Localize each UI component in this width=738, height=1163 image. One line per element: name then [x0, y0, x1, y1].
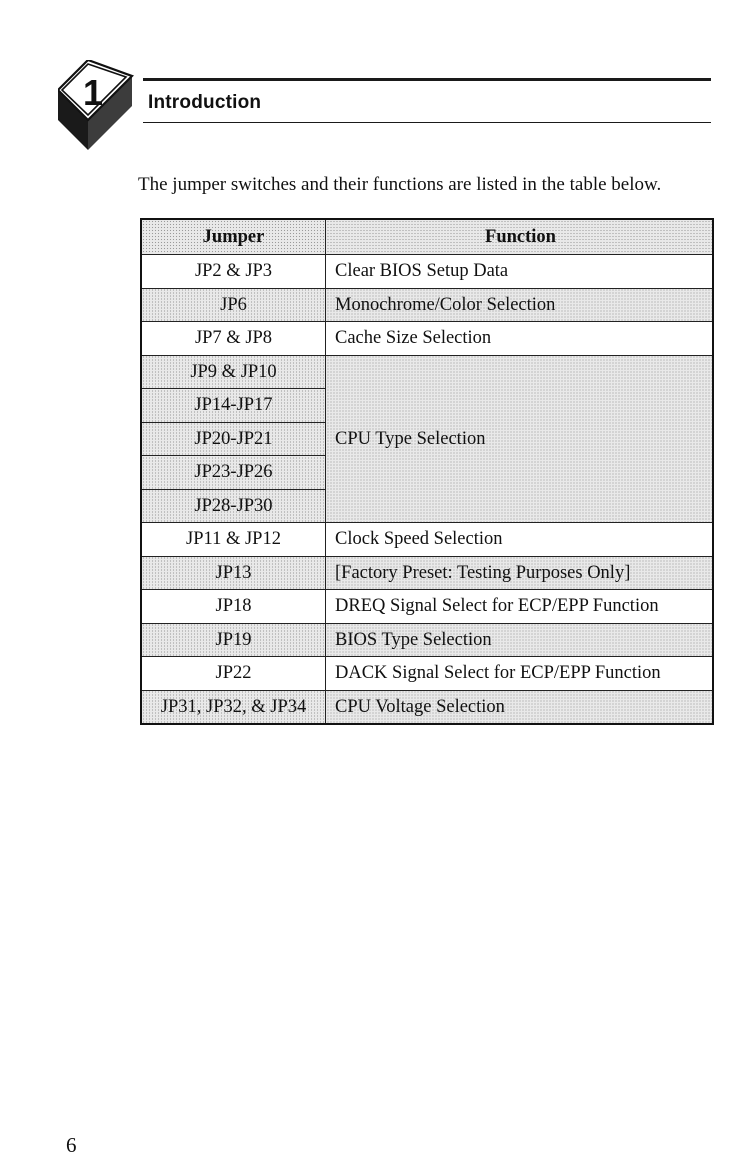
table-row	[141, 690, 713, 724]
jumper-cell: JP9 & JP10	[141, 355, 326, 389]
jumper-cell: JP14-JP17	[141, 389, 326, 423]
jumper-table	[140, 218, 714, 725]
jumper-cell: JP22	[141, 657, 326, 691]
table-row	[141, 657, 713, 691]
header-rule-top	[143, 78, 711, 81]
jumper-cell: JP31, JP32, & JP34	[141, 690, 326, 724]
table-row	[141, 556, 713, 590]
jumper-cell: JP18	[141, 590, 326, 624]
function-cell: Cache Size Selection	[326, 322, 714, 356]
function-cell: Clear BIOS Setup Data	[326, 255, 714, 289]
jumper-cell: JP23-JP26	[141, 456, 326, 490]
jumper-cell: JP6	[141, 288, 326, 322]
chapter-badge-icon	[58, 60, 138, 150]
function-cell: Clock Speed Selection	[326, 523, 714, 557]
function-cell: Monochrome/Color Selection	[326, 288, 714, 322]
intro-paragraph: The jumper switches and their functions are listed in the table below.	[138, 174, 662, 195]
function-cell: DREQ Signal Select for ECP/EPP Function	[326, 590, 714, 624]
jumper-cell: JP19	[141, 623, 326, 657]
function-cell: CPU Voltage Selection	[326, 690, 714, 724]
jumper-cell: JP2 & JP3	[141, 255, 326, 289]
function-cell: BIOS Type Selection	[326, 623, 714, 657]
jumper-cell: JP13	[141, 556, 326, 590]
jumper-cell: JP11 & JP12	[141, 523, 326, 557]
table-row	[141, 590, 713, 624]
page-number: 6	[66, 1133, 77, 1157]
header-rule-bottom	[143, 122, 711, 123]
jumper-cell: JP28-JP30	[141, 489, 326, 523]
table-row	[141, 288, 713, 322]
jumper-cell: JP20-JP21	[141, 422, 326, 456]
table-header-row	[141, 219, 713, 255]
jumper-cell: JP7 & JP8	[141, 322, 326, 356]
table-row	[141, 623, 713, 657]
section-title: Introduction	[148, 92, 262, 113]
table-row	[141, 255, 713, 289]
header-jumper: Jumper	[141, 219, 326, 255]
table-row	[141, 523, 713, 557]
header-function: Function	[326, 219, 714, 255]
table-row	[141, 322, 713, 356]
function-cell-merged: CPU Type Selection	[326, 355, 714, 523]
chapter-number: 1	[82, 72, 104, 113]
function-cell: [Factory Preset: Testing Purposes Only]	[326, 556, 714, 590]
table-row	[141, 355, 713, 389]
function-cell: DACK Signal Select for ECP/EPP Function	[326, 657, 714, 691]
